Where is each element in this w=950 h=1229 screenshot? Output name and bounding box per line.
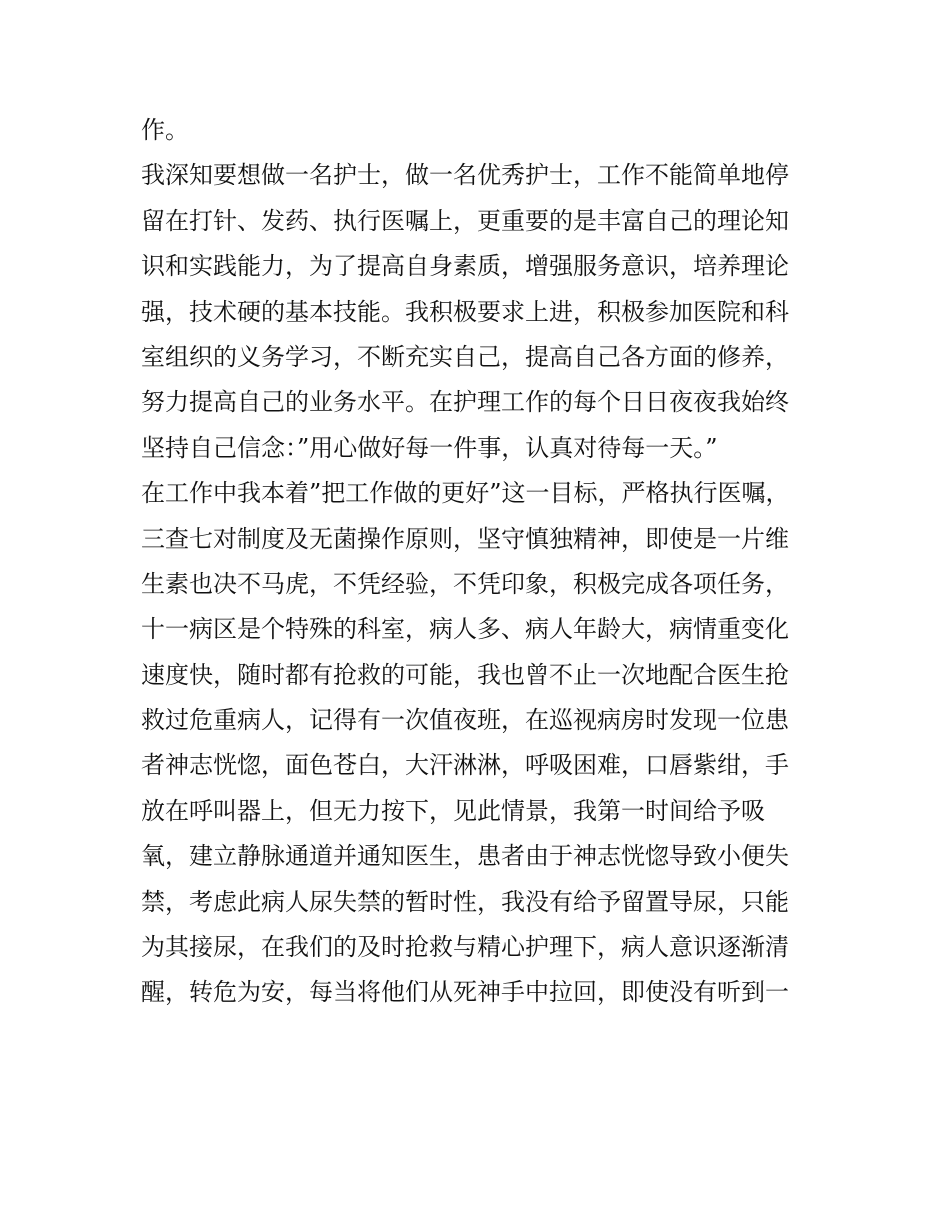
text-line: 醒，转危为安，每当将他们从死神手中拉回，即使没有听到一 xyxy=(141,978,789,1007)
text-line: 救过危重病人，记得有一次值夜班，在巡视病房时发现一位患 xyxy=(141,706,789,735)
text-line: 留在打针、发药、执行医嘱上，更重要的是丰富自己的理论知 xyxy=(141,206,789,235)
text-line: 努力提高自己的业务水平。在护理工作的每个日日夜夜我始终 xyxy=(141,388,789,417)
text-line: 三查七对制度及无菌操作原则，坚守慎独精神，即使是一片维 xyxy=(141,524,789,553)
text-line: 为其接尿，在我们的及时抢救与精心护理下，病人意识逐渐清 xyxy=(141,933,789,962)
body-text xyxy=(141,108,821,1016)
text-line: 氧，建立静脉通道并通知医生，患者由于神志恍惚导致小便失 xyxy=(141,842,789,871)
text-line: 禁，考虑此病人尿失禁的暂时性，我没有给予留置导尿，只能 xyxy=(141,887,789,916)
text-line: 我深知要想做一名护士，做一名优秀护士，工作不能简单地停 xyxy=(141,161,789,190)
text-line: 十一病区是个特殊的科室，病人多、病人年龄大，病情重变化 xyxy=(141,615,789,644)
text-line: 作。 xyxy=(141,116,189,144)
text-line: 坚持自己信念：”用心做好每一件事，认真对待每一天。” xyxy=(141,433,718,462)
text-line: 强，技术硬的基本技能。我积极要求上进，积极参加医院和科 xyxy=(141,297,789,326)
text-line: 室组织的义务学习，不断充实自己，提高自己各方面的修养， xyxy=(141,342,789,371)
text-line: 生素也决不马虎，不凭经验，不凭印象，积极完成各项任务， xyxy=(141,569,789,598)
text-line: 放在呼叫器上，但无力按下，见此情景，我第一时间给予吸 xyxy=(141,796,765,825)
text-line: 在工作中我本着”把工作做的更好”这一目标，严格执行医嘱， xyxy=(141,479,790,508)
text-line: 识和实践能力，为了提高自身素质，增强服务意识，培养理论 xyxy=(141,252,789,281)
text-line: 者神志恍惚，面色苍白，大汗淋淋，呼吸困难，口唇紫绀，手 xyxy=(141,751,789,780)
text-line: 速度快，随时都有抢救的可能，我也曾不止一次地配合医生抢 xyxy=(141,660,789,689)
